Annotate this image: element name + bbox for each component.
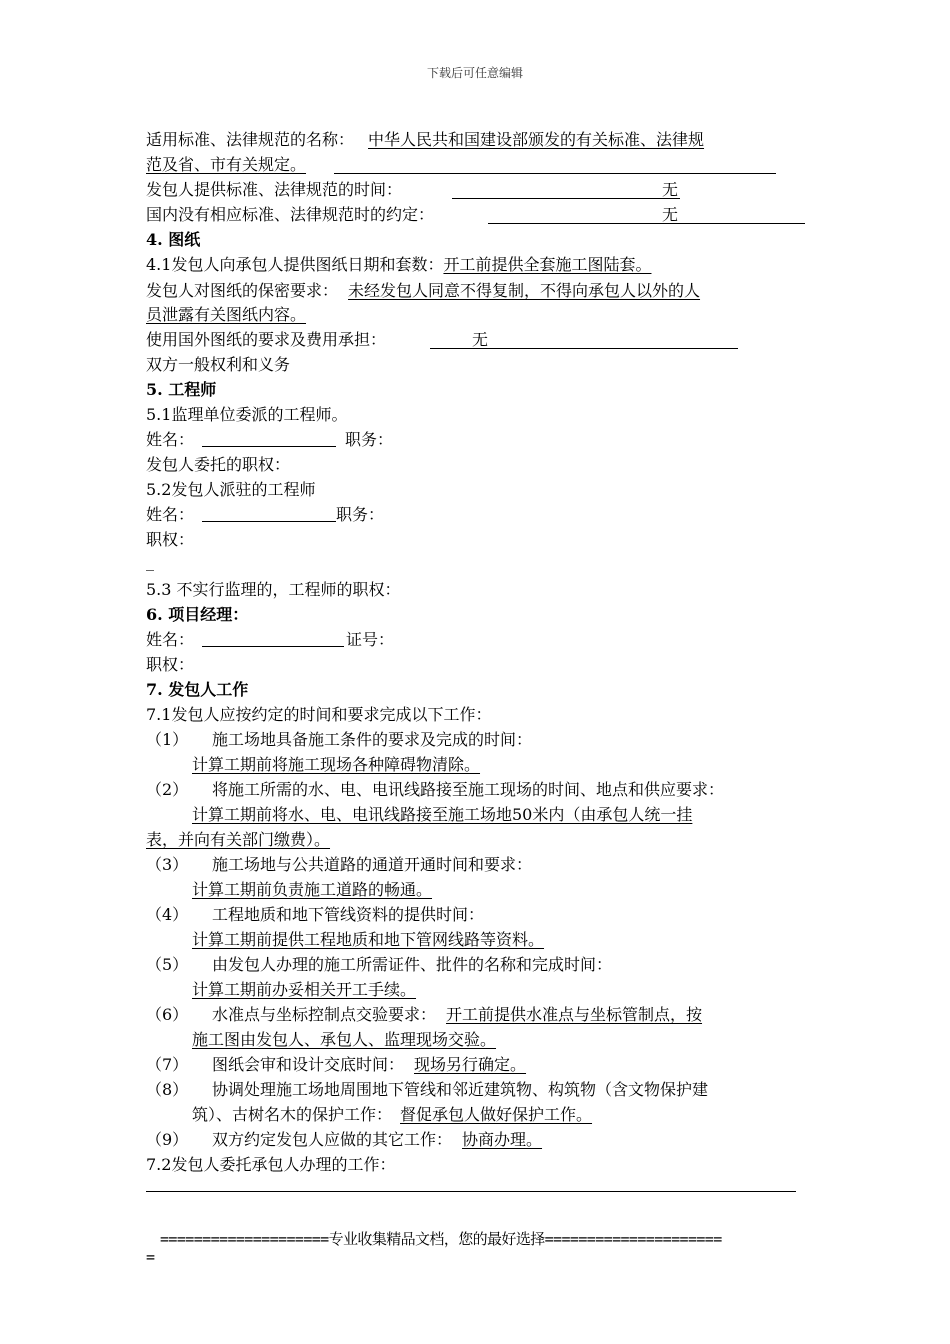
engineer-s53: 5.3 不实行监理的，工程师的职权：: [146, 580, 401, 599]
drawings-secret-value-cont: 员泄露有关图纸内容。: [146, 305, 307, 324]
engineer-name-label: 姓名：: [146, 430, 195, 449]
standards-time-label: 发包人提供标准、法律规范的时间：: [146, 180, 403, 199]
employer-item-2-answer-text: 计算工期前将水、电、电讯线路接至施工场地50米内（由承包人统一挂: [192, 805, 693, 824]
standards-none-label: 国内没有相应标准、法律规范时的约定：: [146, 205, 435, 224]
employer-item-6-text: 水准点与坐标控制点交验要求：: [212, 1005, 437, 1024]
employer-item-8-cont-line: [192, 1105, 592, 1125]
engineer-authority2: 职权：: [146, 530, 195, 549]
employer-heading: 7. 发包人工作: [146, 680, 249, 699]
manager-name-blank: [202, 646, 344, 647]
employer-item-1-answer: [192, 755, 480, 775]
employer-item-4-answer: [192, 930, 544, 950]
standards-name-label: 适用标准、法律规范的名称：: [146, 130, 355, 149]
manager-name-label: 姓名：: [146, 630, 195, 649]
employer-item-9-line: [212, 1130, 542, 1150]
standards-time-blank: [452, 198, 680, 199]
engineer-name-blank2: [202, 521, 336, 522]
employer-item-3-num: （3）: [146, 855, 189, 874]
employer-item-3-answer: [192, 880, 432, 900]
employer-item-5-answer: [192, 980, 416, 1000]
drawings-secret-value: 未经发包人同意不得复制，不得向承包人以外的人: [348, 281, 701, 300]
drawings-secret-cont-line: [146, 305, 306, 325]
drawings-s41-label: 4.1发包人向承包人提供图纸日期和套数：: [146, 255, 444, 274]
employer-s72-blank: [146, 1191, 796, 1192]
page-footer: ====================专业收集精品文档，您的最好选择=====================: [160, 1230, 722, 1248]
engineer-name-blank: [202, 446, 336, 447]
employer-item-1-num: （1）: [146, 730, 189, 749]
employer-item-3-text: 施工场地与公共道路的通道开通时间和要求：: [212, 855, 533, 874]
employer-item-4-num: （4）: [146, 905, 189, 924]
employer-item-9-num: （9）: [146, 1130, 189, 1149]
employer-item-8-text-cont: 筑）、古树名木的保护工作：: [192, 1105, 393, 1124]
employer-item-9-text: 双方约定发包人应做的其它工作：: [212, 1130, 453, 1149]
engineer-heading: 5. 工程师: [146, 380, 217, 399]
standards-name-line: [146, 130, 704, 150]
employer-item-8-text: 协调处理施工场地周围地下管线和邻近建筑物、构筑物（含文物保护建: [212, 1080, 709, 1099]
standards-underline: [334, 173, 776, 174]
employer-item-2-num: （2）: [146, 780, 189, 799]
employer-item-3-answer-text: 计算工期前负责施工道路的畅通。: [192, 880, 433, 899]
employer-item-7-answer-text: 现场另行确定。: [414, 1055, 527, 1074]
employer-item-7-text: 图纸会审和设计交底时间：: [212, 1055, 405, 1074]
drawings-s41-line: [146, 255, 651, 275]
standards-name-cont-line: [146, 155, 306, 175]
employer-item-7-num: （7）: [146, 1055, 189, 1074]
manager-cert-label: 证号：: [346, 630, 395, 649]
manager-heading: 6. 项目经理：: [146, 605, 249, 624]
employer-item-6-line: [212, 1005, 702, 1025]
manager-authority: 职权：: [146, 655, 195, 674]
employer-item-5-answer-text: 计算工期前办妥相关开工手续。: [192, 980, 417, 999]
employer-item-5-text: 由发包人办理的施工所需证件、批件的名称和完成时间：: [212, 955, 613, 974]
employer-item-6-answer-text: 开工前提供水准点与坐标管制点，按: [446, 1005, 703, 1024]
drawings-heading: 4. 图纸: [146, 230, 201, 249]
employer-item-6-answer-cont-text: 施工图由发包人、承包人、监理现场交验。: [192, 1030, 497, 1049]
drawings-rights: 双方一般权利和义务: [146, 355, 291, 374]
standards-none-blank: [488, 223, 805, 224]
employer-item-2-answer: [192, 805, 692, 825]
standards-none-line: [146, 205, 434, 225]
engineer-title-label2: 职务：: [336, 505, 385, 524]
drawings-secret-line: [146, 281, 700, 301]
standards-none-value: 无: [662, 205, 679, 224]
drawings-foreign-label: 使用国外图纸的要求及费用承担：: [146, 330, 387, 349]
standards-time-line: [146, 180, 402, 200]
engineer-s51: 5.1监理单位委派的工程师。: [146, 405, 348, 424]
page-header: 下载后可任意编辑: [426, 66, 523, 80]
employer-s71: 7.1发包人应按约定的时间和要求完成以下工作：: [146, 705, 492, 724]
employer-item-2-text: 将施工所需的水、电、电讯线路接至施工现场的时间、地点和供应要求：: [212, 780, 725, 799]
engineer-s52: 5.2发包人派驻的工程师: [146, 480, 316, 499]
employer-item-5-num: （5）: [146, 955, 189, 974]
employer-item-8-answer-text: 督促承包人做好保护工作。: [400, 1105, 593, 1124]
drawings-foreign-value: 无: [472, 330, 489, 349]
employer-item-8-num: （8）: [146, 1080, 189, 1099]
employer-item-9-answer-text: 协商办理。: [462, 1130, 543, 1149]
employer-item-1-answer-text: 计算工期前将施工现场各种障碍物清除。: [192, 755, 481, 774]
employer-item-6-num: （6）: [146, 1005, 189, 1024]
drawings-foreign-line: [146, 330, 386, 350]
employer-item-7-line: [212, 1055, 526, 1075]
standards-name-value-cont: 范及省、市有关规定。: [146, 155, 307, 174]
standards-time-value: 无: [662, 180, 679, 199]
employer-item-2-answer-cont: [146, 830, 330, 850]
employer-item-4-text: 工程地质和地下管线资料的提供时间：: [212, 905, 485, 924]
page-footer-cont: =: [146, 1248, 156, 1266]
employer-item-4-answer-text: 计算工期前提供工程地质和地下管网线路等资料。: [192, 930, 545, 949]
engineer-authority1: 发包人委托的职权：: [146, 455, 291, 474]
drawings-secret-label: 发包人对图纸的保密要求：: [146, 281, 339, 300]
standards-name-value: 中华人民共和国建设部颁发的有关标准、法律规: [368, 130, 705, 149]
employer-s72: 7.2发包人委托承包人办理的工作：: [146, 1155, 396, 1174]
drawings-s41-value: 开工前提供全套施工图陆套。: [443, 255, 652, 274]
employer-item-1-text: 施工场地具备施工条件的要求及完成的时间：: [212, 730, 533, 749]
engineer-dash: _: [146, 552, 154, 571]
engineer-name-label2: 姓名：: [146, 505, 195, 524]
employer-item-6-answer-cont: [192, 1030, 496, 1050]
engineer-title-label: 职务：: [345, 430, 394, 449]
employer-item-2-answer-cont-text: 表，并向有关部门缴费）。: [146, 830, 331, 849]
